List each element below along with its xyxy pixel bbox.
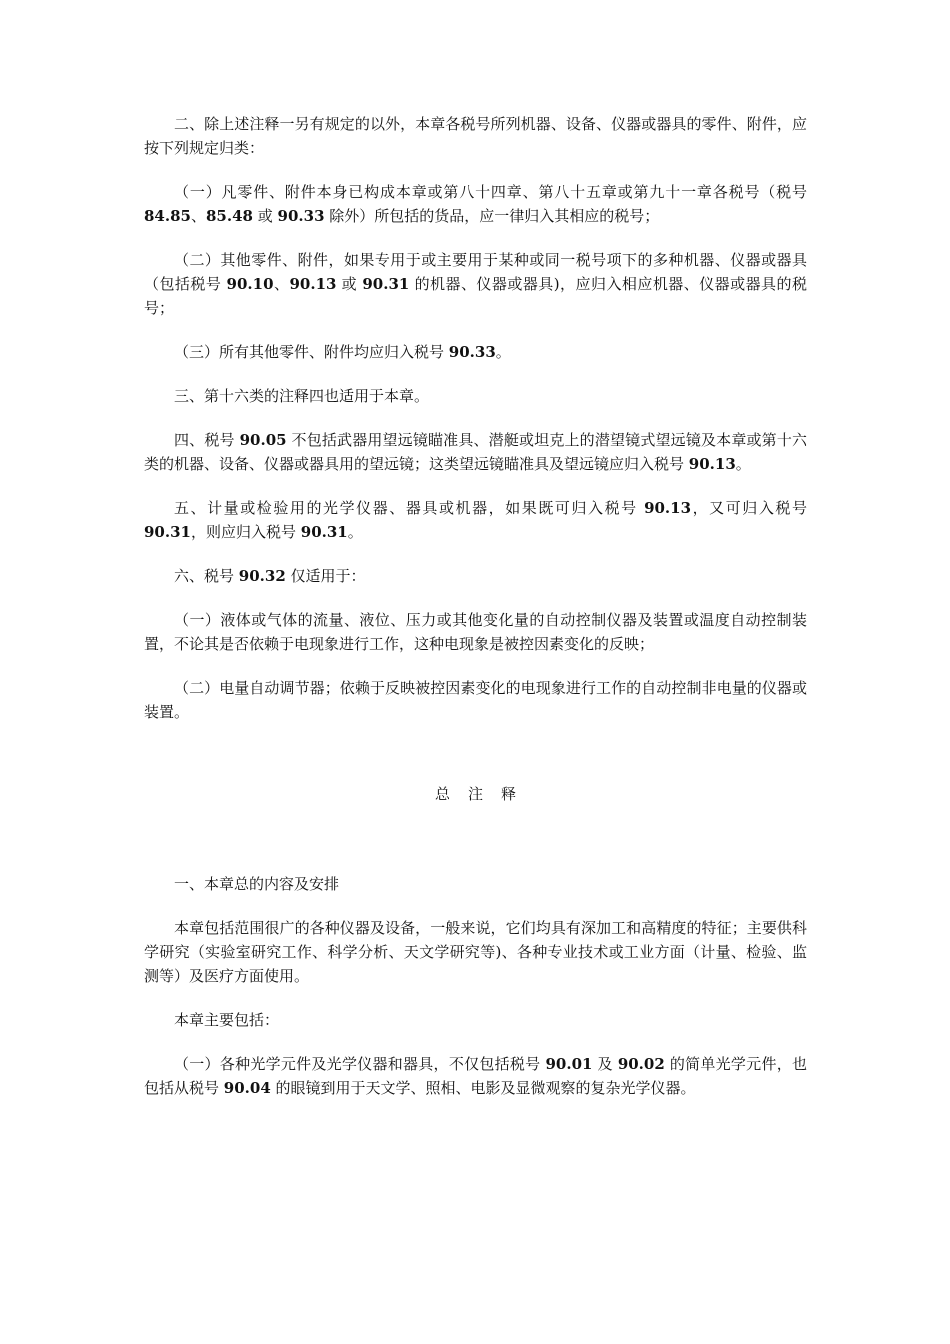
- note-6: [144, 564, 807, 588]
- note-2-3: [144, 340, 807, 364]
- tariff-number: 90.31: [300, 523, 348, 541]
- note-text: 、: [190, 207, 206, 225]
- tariff-number: 90.13: [289, 275, 337, 293]
- general-text: 的简单光学元件，也包括从税号: [144, 1055, 807, 1097]
- general-text: 的眼镜到用于天文学、照相、电影及显微观察的复杂光学仪器。: [270, 1079, 696, 1097]
- note-text: 五、计量或检验用的光学仪器、器具或机器，如果既可归入税号: [174, 499, 645, 517]
- tariff-number: 90.10: [226, 275, 274, 293]
- general-item-1: [144, 1052, 807, 1100]
- note-text: 四、税号: [174, 431, 240, 449]
- general-text: 本章主要包括：: [174, 1011, 280, 1029]
- general-includes: [144, 1008, 807, 1032]
- note-text: ，则应归入税号: [190, 523, 301, 541]
- tariff-number: 90.31: [362, 275, 410, 293]
- note-text: （一）凡零件、附件本身已构成本章或第八十四章、第八十五章或第九十一章各税号（税号: [174, 183, 807, 201]
- tariff-number: 90.32: [238, 567, 286, 585]
- tariff-number: 85.48: [206, 207, 253, 225]
- general-scope: [144, 916, 807, 988]
- note-text: 除外）所包括的货品，应一律归入其相应的税号；: [324, 207, 660, 225]
- section-heading: 总注释: [434, 785, 534, 803]
- tariff-number: 90.01: [545, 1055, 593, 1073]
- general-text: （一）各种光学元件及光学仪器和器具，不仅包括税号: [174, 1055, 546, 1073]
- tariff-number: 90.33: [448, 343, 496, 361]
- note-text: 三、第十六类的注释四也适用于本章。: [174, 387, 430, 405]
- general-1: [144, 872, 807, 896]
- note-text: 二、除上述注释一另有规定的以外，本章各税号所列机器、设备、仪器或器具的零件、附件，应按下列规定归类：: [144, 115, 807, 157]
- note-text: 。: [735, 455, 751, 473]
- general-text: 及: [592, 1055, 618, 1073]
- note-2-2: [144, 248, 807, 320]
- note-text: （二）电量自动调节器；依赖于反映被控因素变化的电现象进行工作的自动控制非电量的仪器或装置。: [144, 679, 807, 721]
- note-6-2: [144, 676, 807, 724]
- note-4: [144, 428, 807, 476]
- note-2-1: [144, 180, 807, 228]
- note-text: 六、税号: [174, 567, 239, 585]
- note-3: [144, 384, 807, 408]
- tariff-number: 90.31: [144, 523, 191, 541]
- note-text: 不包括武器用望远镜瞄准具、潜艇或坦克上的潜望镜式望远镜及本章或第十六类的机器、设备、仪器或器具用的望远镜；这类望远镜瞄准具及望远镜应归入税号: [144, 431, 807, 473]
- note-6-1: [144, 608, 807, 656]
- tariff-number: 90.33: [277, 207, 325, 225]
- tariff-number: 90.02: [617, 1055, 665, 1073]
- general-text: 一、本章总的内容及安排: [174, 875, 340, 893]
- tariff-number: 90.13: [644, 499, 692, 517]
- general-text: 本章包括范围很广的各种仪器及设备，一般来说，它们均具有深加工和高精度的特征；主要供科学研究（实验室研究工作、科学分析、天文学研究等)、各种专业技术或工业方面（计量、检验、监测等）及医疗方面使用。: [144, 919, 807, 985]
- note-text: 、: [273, 275, 290, 293]
- note-text: （一）液体或气体的流量、液位、压力或其他变化量的自动控制仪器及装置或温度自动控制装置，不论其是否依赖于电现象进行工作，这种电现象是被控因素变化的反映；: [144, 611, 807, 653]
- tariff-number: 90.05: [239, 431, 287, 449]
- note-text: 或: [252, 207, 278, 225]
- tariff-number: 84.85: [144, 207, 191, 225]
- note-text: 或: [336, 275, 363, 293]
- document-page: [144, 112, 807, 1120]
- note-text: 仅适用于：: [285, 567, 366, 585]
- note-text: 。: [495, 343, 511, 361]
- note-text: （二）其他零件、附件，如果专用于或主要用于某种或同一税号项下的多种机器、仪器或器具（包括税号: [144, 251, 807, 293]
- note-text: （三）所有其他零件、附件均应归入税号: [174, 343, 449, 361]
- note-text: 。: [347, 523, 363, 541]
- note-2: [144, 112, 807, 160]
- note-text: 的机器、仪器或器具)，应归入相应机器、仪器或器具的税号；: [144, 275, 807, 317]
- note-text: ，又可归入税号: [691, 499, 807, 517]
- tariff-number: 90.13: [688, 455, 736, 473]
- note-5: [144, 496, 807, 544]
- tariff-number: 90.04: [223, 1079, 271, 1097]
